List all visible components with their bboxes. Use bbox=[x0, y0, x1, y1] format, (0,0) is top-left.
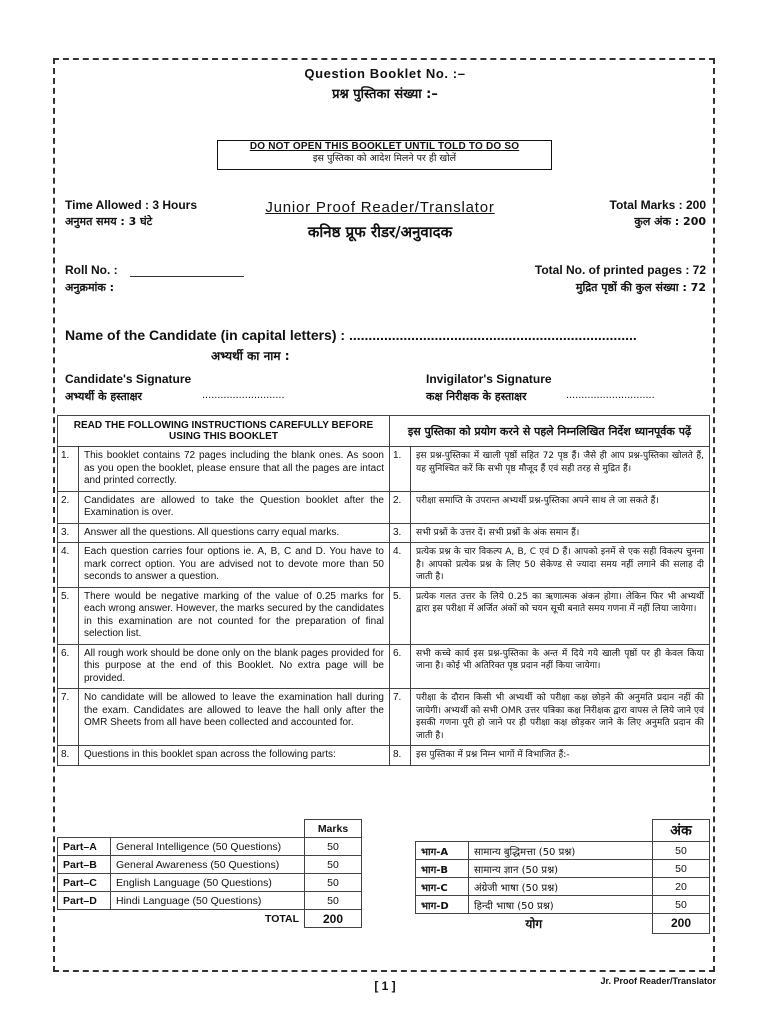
instruction-text-en: Each question carries four options ie. A, B, C and D. You have to mark correct option. You are advised not to devote more than 50 seconds to answer a question. bbox=[79, 543, 390, 588]
booklet-number-label-hi: प्रश्न पुस्तिका संख्या :– bbox=[332, 87, 438, 102]
part-row bbox=[416, 860, 710, 878]
instruction-text-en: No candidate will be allowed to leave the examination hall during the exam. Candidates are allowed to leave the hall only after the OMR Sheets from all have been collected and accounted for. bbox=[79, 689, 390, 746]
invigilator-signature-field[interactable]: ............................. bbox=[566, 389, 655, 401]
part-name: हिन्दी भाषा (50 प्रश्न) bbox=[469, 896, 653, 914]
instruction-text-en: There would be negative marking of the value of 0.25 marks for each wrong answer. However, the marks secured by the candidates in this examination are not counted for the preparation of final selection list. bbox=[79, 587, 390, 644]
time-allowed-hi: अनुमत समय : 3 घंटे bbox=[65, 215, 153, 228]
instruction-text-hi: परीक्षा समाप्ति के उपरान्त अभ्यर्थी प्रश्न-पुस्तिका अपने साथ ले जा सकते हैं। bbox=[411, 491, 710, 523]
part-label: भाग-B bbox=[416, 860, 469, 878]
page-number: [ 1 ] bbox=[374, 979, 396, 993]
total-marks-en: Total Marks : 200 bbox=[609, 198, 706, 212]
total-marks-value: 200 bbox=[305, 910, 362, 928]
part-label: Part–C bbox=[58, 874, 111, 892]
instruction-number: 6. bbox=[390, 644, 411, 689]
total-label: TOTAL bbox=[58, 910, 305, 928]
instruction-text-en: This booklet contains 72 pages including the blank ones. As soon as you open the booklet, please ensure that all the pages are intact and printed correctly. bbox=[79, 447, 390, 492]
instruction-text-en: Questions in this booklet span across the following parts: bbox=[79, 746, 390, 766]
instruction-number: 3. bbox=[58, 523, 79, 543]
marks-column-header: अंक bbox=[653, 820, 710, 842]
printed-pages-hi: मुद्रित पृष्ठों की कुल संख्या : 72 bbox=[575, 281, 706, 294]
instructions-heading-hi: इस पुस्तिका को प्रयोग करने से पहले निम्नलिखित निर्देश ध्यानपूर्वक पढ़ें bbox=[390, 416, 710, 447]
part-label: Part–B bbox=[58, 856, 111, 874]
candidate-name-field[interactable]: Name of the Candidate (in capital letters) : .......................................................................... bbox=[65, 327, 637, 343]
instruction-text-hi: सभी प्रश्नों के उत्तर दें। सभी प्रश्नों के अंक समान हैं। bbox=[411, 523, 710, 543]
candidate-signature-label-en: Candidate's Signature bbox=[65, 372, 192, 386]
instruction-number: 1. bbox=[58, 447, 79, 492]
parts-table-hi bbox=[415, 819, 710, 934]
instruction-number: 8. bbox=[58, 746, 79, 766]
candidate-signature-label-hi: अभ्यर्थी के हस्ताक्षर bbox=[65, 390, 142, 403]
instruction-text-en: Answer all the questions. All questions carry equal marks. bbox=[79, 523, 390, 543]
instruction-text-hi: प्रत्येक गलत उत्तर के लिये 0.25 का ऋणात्मक अंकन होगा। लेकिन फिर भी अभ्यर्थी द्वारा इस परीक्षा में अर्जित अंकों को चयन सूची बनाते समय गणना में नहीं लिया जायेगा। bbox=[411, 587, 710, 644]
notice-text-en: DO NOT OPEN THIS BOOKLET UNTIL TOLD TO DO SO bbox=[249, 141, 520, 152]
instruction-row bbox=[58, 644, 710, 689]
part-marks: 50 bbox=[305, 838, 362, 856]
instructions-header-row bbox=[58, 416, 710, 447]
instruction-number: 5. bbox=[58, 587, 79, 644]
roll-number-label-en: Roll No. : bbox=[65, 263, 118, 277]
part-name: General Awareness (50 Questions) bbox=[111, 856, 305, 874]
instruction-number: 8. bbox=[390, 746, 411, 766]
part-marks: 50 bbox=[305, 856, 362, 874]
exam-title-hi: कनिष्ठ प्रूफ रीडर/अनुवादक bbox=[307, 223, 453, 241]
booklet-number-label-en: Question Booklet No. :– bbox=[304, 66, 466, 81]
instruction-row bbox=[58, 447, 710, 492]
parts-total-row bbox=[416, 914, 710, 934]
part-row bbox=[416, 842, 710, 860]
candidate-signature-field[interactable]: ........................... bbox=[202, 389, 285, 401]
instructions-table bbox=[57, 415, 710, 766]
part-marks: 50 bbox=[305, 874, 362, 892]
part-row bbox=[58, 838, 362, 856]
time-allowed-en: Time Allowed : 3 Hours bbox=[65, 198, 198, 212]
part-marks: 50 bbox=[653, 842, 710, 860]
instruction-row bbox=[58, 689, 710, 746]
part-marks: 20 bbox=[653, 878, 710, 896]
exam-title-en: Junior Proof Reader/Translator bbox=[265, 199, 495, 216]
part-name: सामान्य बुद्धिमत्ता (50 प्रश्न) bbox=[469, 842, 653, 860]
instruction-number: 1. bbox=[390, 447, 411, 492]
instruction-text-hi: इस प्रश्न-पुस्तिका में खाली पृष्ठों सहित 72 पृष्ठ हैं। जैसे ही आप प्रश्न-पुस्तिका खोलते हैं, यह सुनिश्चित करें कि सभी पृष्ठ मौजूद हैं एवं सही तरह से मुद्रित हैं। bbox=[411, 447, 710, 492]
instruction-text-hi: परीक्षा के दौरान किसी भी अभ्यर्थी को परीक्षा कक्ष छोड़ने की अनुमति प्रदान नहीं की जायेगी। अभ्यर्थी को सभी OMR उत्तर पत्रिका कक्ष निरीक्षक द्वारा वापस ले लिये जाने एवं इसकी गणना पूरी हो जाने पर ही परीक्षा कक्ष छोड़कर जाने के लिए अनुमति प्रदान की जाती है। bbox=[411, 689, 710, 746]
part-marks: 50 bbox=[653, 896, 710, 914]
invigilator-signature-label-en: Invigilator's Signature bbox=[426, 372, 552, 386]
instruction-number: 6. bbox=[58, 644, 79, 689]
instruction-number: 7. bbox=[390, 689, 411, 746]
candidate-name-label-hi: अभ्यर्थी का नाम : bbox=[211, 349, 290, 363]
parts-table-en bbox=[57, 819, 362, 928]
instruction-text-hi: प्रत्येक प्रश्न के चार विकल्प A, B, C एवं D हैं। आपको इनमें से एक सही विकल्प चुनना है। आपको प्रत्येक प्रश्न के लिए 50 सेकेण्ड से ज्यादा समय नहीं लगाने की सलाह दी जाती है। bbox=[411, 543, 710, 588]
instruction-text-hi: सभी कच्चे कार्य इस प्रश्न-पुस्तिका के अन्त में दिये गये खाली पृष्ठों पर ही केवल किया जाना है। कोई भी अतिरिक्त पृष्ठ प्रदान नहीं किया जायेगा। bbox=[411, 644, 710, 689]
instruction-number: 2. bbox=[390, 491, 411, 523]
part-name: सामान्य ज्ञान (50 प्रश्न) bbox=[469, 860, 653, 878]
part-name: अंग्रेजी भाषा (50 प्रश्न) bbox=[469, 878, 653, 896]
part-row bbox=[416, 896, 710, 914]
part-marks: 50 bbox=[653, 860, 710, 878]
roll-number-label-hi: अनुक्रमांक : bbox=[65, 281, 115, 294]
instruction-text-hi: इस पुस्तिका में प्रश्न निम्न भागों में विभाजित हैं:- bbox=[411, 746, 710, 766]
instruction-row bbox=[58, 523, 710, 543]
instruction-text-en: All rough work should be done only on the blank pages provided for this purpose at the end of this Booklet. No extra page will be provided. bbox=[79, 644, 390, 689]
instruction-number: 2. bbox=[58, 491, 79, 523]
instruction-number: 4. bbox=[390, 543, 411, 588]
parts-total-row bbox=[58, 910, 362, 928]
invigilator-signature-label-hi: कक्ष निरीक्षक के हस्ताक्षर bbox=[426, 390, 527, 403]
part-row bbox=[58, 856, 362, 874]
part-label: भाग-C bbox=[416, 878, 469, 896]
total-marks-value: 200 bbox=[653, 914, 710, 934]
part-label: Part–A bbox=[58, 838, 111, 856]
part-row bbox=[58, 892, 362, 910]
parts-header-row bbox=[416, 820, 710, 842]
part-row bbox=[416, 878, 710, 896]
instruction-number: 7. bbox=[58, 689, 79, 746]
part-marks: 50 bbox=[305, 892, 362, 910]
instruction-row bbox=[58, 543, 710, 588]
do-not-open-notice bbox=[217, 140, 552, 170]
footer-label: Jr. Proof Reader/Translator bbox=[600, 976, 716, 986]
printed-pages-en: Total No. of printed pages : 72 bbox=[534, 263, 706, 277]
instruction-number: 4. bbox=[58, 543, 79, 588]
part-row bbox=[58, 874, 362, 892]
part-label: भाग-D bbox=[416, 896, 469, 914]
instruction-row bbox=[58, 746, 710, 766]
marks-column-header: Marks bbox=[305, 820, 362, 838]
part-name: English Language (50 Questions) bbox=[111, 874, 305, 892]
instruction-number: 5. bbox=[390, 587, 411, 644]
part-label: भाग-A bbox=[416, 842, 469, 860]
part-name: General Intelligence (50 Questions) bbox=[111, 838, 305, 856]
instruction-text-en: Candidates are allowed to take the Question booklet after the Examination is over. bbox=[79, 491, 390, 523]
total-label: योग bbox=[416, 914, 653, 934]
roll-number-field[interactable] bbox=[130, 276, 244, 277]
instruction-row bbox=[58, 587, 710, 644]
parts-header-row bbox=[58, 820, 362, 838]
part-name: Hindi Language (50 Questions) bbox=[111, 892, 305, 910]
total-marks-hi: कुल अंक : 200 bbox=[634, 215, 706, 228]
notice-text-hi: इस पुस्तिका को आदेश मिलने पर ही खोलें bbox=[312, 153, 457, 164]
instruction-number: 3. bbox=[390, 523, 411, 543]
part-label: Part–D bbox=[58, 892, 111, 910]
instructions-heading-en: READ THE FOLLOWING INSTRUCTIONS CAREFULLY BEFORE USING THIS BOOKLET bbox=[58, 416, 390, 447]
instruction-row bbox=[58, 491, 710, 523]
